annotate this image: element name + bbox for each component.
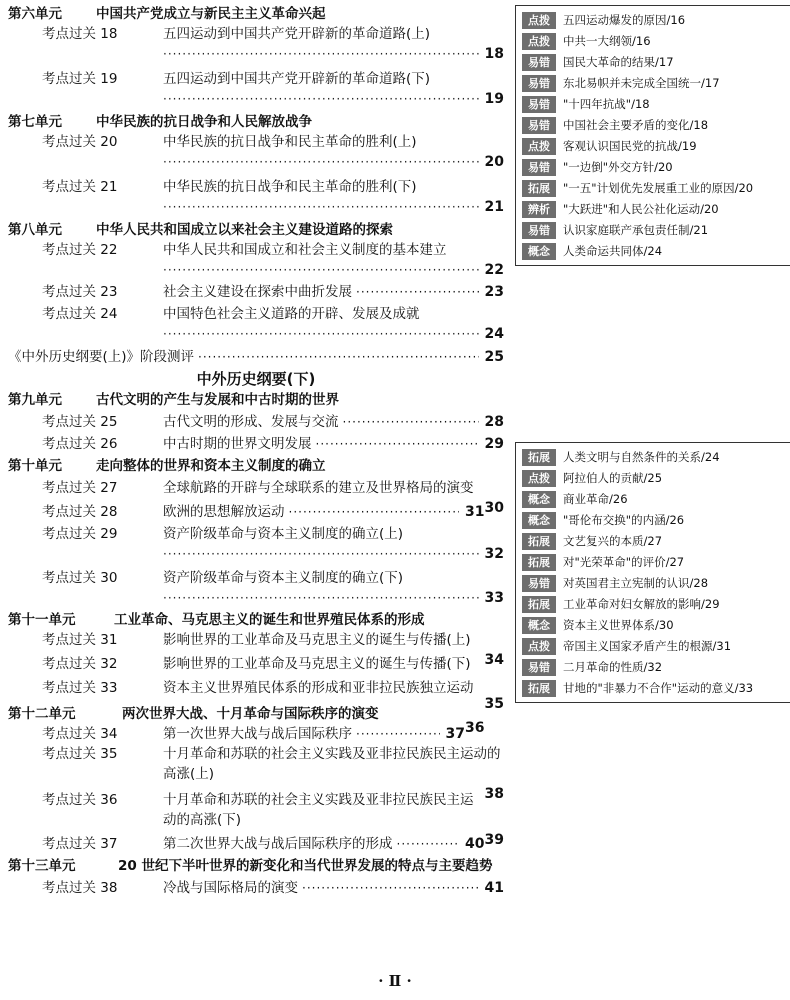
key-point-text: "一五"计划优先发展重工业的原因/20 bbox=[563, 181, 754, 195]
key-point-item bbox=[522, 679, 790, 698]
page-number: 41 bbox=[484, 880, 504, 896]
key-point-item bbox=[522, 74, 790, 93]
toc-entry-34[interactable]: 考点过关 34 第一次世界大战与战后国际秩序 ····· 37 bbox=[8, 724, 504, 744]
key-point-item bbox=[522, 448, 790, 467]
toc-entry-20[interactable]: 考点过关 20 中华民族的抗日战争和民主革命的胜利(上) ····· 20 bbox=[8, 132, 504, 172]
key-point-item bbox=[522, 658, 790, 677]
page-number: 36 bbox=[465, 720, 485, 736]
key-point-text: 人类命运共同体/24 bbox=[563, 244, 663, 258]
key-point-item bbox=[522, 200, 790, 219]
page-number: 40 bbox=[465, 836, 485, 852]
key-point-text: 认识家庭联产承包责任制/21 bbox=[563, 223, 709, 237]
key-point-item bbox=[522, 179, 790, 198]
page-number: 31 bbox=[465, 504, 485, 520]
page-number: 34 bbox=[484, 652, 504, 668]
unit-12-heading: 第十二单元 两次世界大战、十月革命与国际秩序的演变 bbox=[8, 706, 379, 722]
key-point-item bbox=[522, 242, 790, 261]
key-point-tag: 点拨 bbox=[522, 138, 556, 155]
unit-8-heading: 第八单元 中华人民共和国成立以来社会主义建设道路的探索 bbox=[8, 222, 393, 238]
key-point-tag: 易错 bbox=[522, 659, 556, 676]
page-number: 28 bbox=[484, 414, 504, 430]
page-number: 33 bbox=[484, 590, 504, 606]
key-point-text: 甘地的"非暴力不合作"运动的意义/33 bbox=[563, 681, 754, 695]
stage-test-entry[interactable]: 《中外历史纲要(上)》阶段测评 ····· 25 bbox=[8, 346, 504, 368]
toc-entry-28[interactable]: 考点过关 28 欧洲的思想解放运动 ····· 31 bbox=[8, 502, 504, 522]
key-point-tag: 易错 bbox=[522, 75, 556, 92]
page-number: 32 bbox=[484, 546, 504, 562]
key-point-item bbox=[522, 511, 790, 530]
toc-entry-29[interactable]: 考点过关 29 资产阶级革命与资本主义制度的确立(上) ····· 32 bbox=[8, 524, 504, 564]
key-point-tag: 拓展 bbox=[522, 680, 556, 697]
key-point-tag: 易错 bbox=[522, 222, 556, 239]
page-number: 18 bbox=[484, 46, 504, 62]
key-point-tag: 易错 bbox=[522, 54, 556, 71]
key-point-text: 客观认识国民党的抗战/19 bbox=[563, 139, 697, 153]
page-number: 29 bbox=[484, 436, 504, 452]
unit-11-heading: 第十一单元 工业革命、马克思主义的诞生和世界殖民体系的形成 bbox=[8, 612, 425, 628]
key-point-text: 对英国君主立宪制的认识/28 bbox=[563, 576, 709, 590]
key-point-text: 资本主义世界体系/30 bbox=[563, 618, 674, 632]
key-point-tag: 易错 bbox=[522, 117, 556, 134]
page-number: 24 bbox=[484, 326, 504, 342]
key-point-item bbox=[522, 53, 790, 72]
key-point-tag: 点拨 bbox=[522, 470, 556, 487]
key-point-text: 人类文明与自然条件的关系/24 bbox=[563, 450, 720, 464]
key-point-item bbox=[522, 553, 790, 572]
key-point-text: "一边倒"外交方针/20 bbox=[563, 160, 673, 174]
toc-entry-36[interactable]: 考点过关 36 十月革命和苏联的社会主义实践及亚非拉民族民主运动的高涨(下) 39 bbox=[42, 792, 504, 848]
key-point-text: 五四运动爆发的原因/16 bbox=[563, 13, 686, 27]
toc-entry-21[interactable]: 考点过关 21 中华民族的抗日战争和民主革命的胜利(下) ····· 21 bbox=[8, 177, 504, 217]
toc-entry-22[interactable]: 考点过关 22 中华人民共和国成立和社会主义制度的基本建立 ····· 22 bbox=[8, 240, 504, 280]
toc-entry-27[interactable]: 考点过关 27 全球航路的开辟与全球联系的建立及世界格局的演变 30 bbox=[42, 480, 504, 516]
key-point-text: 二月革命的性质/32 bbox=[563, 660, 663, 674]
toc-entry-31[interactable]: 考点过关 31 影响世界的工业革命及马克思主义的诞生与传播(上) 34 bbox=[42, 632, 504, 668]
key-point-tag: 易错 bbox=[522, 159, 556, 176]
unit-10-heading: 第十单元 走向整体的世界和资本主义制度的确立 bbox=[8, 458, 326, 474]
key-point-tag: 点拨 bbox=[522, 33, 556, 50]
toc-entry-33[interactable]: 考点过关 33 资本主义世界殖民体系的形成和亚非拉民族独立运动 36 bbox=[42, 680, 485, 736]
unit-13-heading: 第十三单元 20 世纪下半叶世界的新变化和当代世界发展的特点与主要趋势 bbox=[8, 858, 493, 874]
key-point-tag: 概念 bbox=[522, 617, 556, 634]
key-point-tag: 概念 bbox=[522, 243, 556, 260]
toc-entry-30[interactable]: 考点过关 30 资产阶级革命与资本主义制度的确立(下) ····· 33 bbox=[8, 568, 504, 608]
page-number: 23 bbox=[484, 284, 504, 300]
key-point-item bbox=[522, 469, 790, 488]
key-point-text: 国民大革命的结果/17 bbox=[563, 55, 674, 69]
key-point-item bbox=[522, 11, 790, 30]
toc-entry-38[interactable]: 考点过关 38 冷战与国际格局的演变 ····· 41 bbox=[8, 878, 504, 898]
key-point-item bbox=[522, 95, 790, 114]
toc-entry-26[interactable]: 考点过关 26 中古时期的世界文明发展 ····· 29 bbox=[8, 434, 504, 454]
key-point-item bbox=[522, 616, 790, 635]
key-point-tag: 易错 bbox=[522, 96, 556, 113]
key-point-item bbox=[522, 490, 790, 509]
toc-entry-25[interactable]: 考点过关 25 古代文明的形成、发展与交流 ····· 28 bbox=[8, 412, 504, 432]
part-title: 中外历史纲要(下) bbox=[196, 370, 316, 388]
key-point-text: "大跃进"和人民公社化运动/20 bbox=[563, 202, 719, 216]
key-point-text: 中共一大纲领/16 bbox=[563, 34, 651, 48]
toc-entry-23[interactable]: 考点过关 23 社会主义建设在探索中曲折发展 ····· 23 bbox=[8, 282, 504, 302]
page-number: 35 bbox=[484, 696, 504, 712]
key-point-item bbox=[522, 595, 790, 614]
key-point-tag: 拓展 bbox=[522, 596, 556, 613]
key-point-item bbox=[522, 116, 790, 135]
key-points-box-lower bbox=[515, 442, 790, 703]
page-number: 38 bbox=[484, 786, 504, 802]
key-point-item bbox=[522, 137, 790, 156]
page-number: 21 bbox=[484, 199, 504, 215]
page-number: 37 bbox=[445, 726, 466, 742]
page-footer: · Ⅱ · bbox=[378, 972, 412, 990]
key-point-item bbox=[522, 32, 790, 51]
key-point-tag: 点拨 bbox=[522, 12, 556, 29]
key-point-tag: 点拨 bbox=[522, 638, 556, 655]
key-point-text: 东北易帜并未完成全国统一/17 bbox=[563, 76, 720, 90]
key-point-tag: 易错 bbox=[522, 575, 556, 592]
key-points-box-upper bbox=[515, 5, 790, 266]
key-point-tag: 概念 bbox=[522, 512, 556, 529]
toc-entry-19[interactable]: 考点过关 19 五四运动到中国共产党开辟新的革命道路(下) ····· 19 bbox=[8, 69, 504, 109]
key-point-text: 工业革命对妇女解放的影响/29 bbox=[563, 597, 720, 611]
toc-entry-24[interactable]: 考点过关 24 中国特色社会主义道路的开辟、发展及成就 ····· 24 bbox=[8, 304, 504, 344]
unit-7-heading: 第七单元 中华民族的抗日战争和人民解放战争 bbox=[8, 114, 312, 130]
key-point-text: 对"光荣革命"的评价/27 bbox=[563, 555, 685, 569]
key-point-text: "十四年抗战"/18 bbox=[563, 97, 650, 111]
page-number: 30 bbox=[484, 500, 504, 516]
page-number: 39 bbox=[484, 832, 504, 848]
key-point-text: 商业革命/26 bbox=[563, 492, 628, 506]
key-point-item bbox=[522, 158, 790, 177]
toc-entry-18[interactable]: 考点过关 18 五四运动到中国共产党开辟新的革命道路(上) ····· 18 bbox=[8, 24, 504, 64]
key-point-item bbox=[522, 221, 790, 240]
key-point-item bbox=[522, 532, 790, 551]
unit-6-heading: 第六单元 中国共产党成立与新民主主义革命兴起 bbox=[8, 6, 326, 22]
key-point-text: 阿拉伯人的贡献/25 bbox=[563, 471, 663, 485]
key-point-text: 帝国主义国家矛盾产生的根源/31 bbox=[563, 639, 732, 653]
toc-entry-37[interactable]: 考点过关 37 第二次世界大战与战后国际秩序的形成 ····· 40 bbox=[8, 834, 504, 854]
key-point-item bbox=[522, 574, 790, 593]
key-point-tag: 概念 bbox=[522, 491, 556, 508]
key-point-tag: 拓展 bbox=[522, 449, 556, 466]
unit-9-heading: 第九单元 古代文明的产生与发展和中古时期的世界 bbox=[8, 392, 339, 408]
key-point-tag: 拓展 bbox=[522, 554, 556, 571]
key-point-text: "哥伦布交换"的内涵/26 bbox=[563, 513, 685, 527]
key-point-text: 中国社会主要矛盾的变化/18 bbox=[563, 118, 709, 132]
key-point-tag: 拓展 bbox=[522, 533, 556, 550]
page-number: 19 bbox=[484, 91, 504, 107]
toc-entry-35[interactable]: 考点过关 35 十月革命和苏联的社会主义实践及亚非拉民族民主运动的高涨(上) 38 bbox=[42, 746, 504, 802]
toc-entry-32[interactable]: 考点过关 32 影响世界的工业革命及马克思主义的诞生与传播(下) 35 bbox=[42, 656, 504, 712]
key-point-tag: 拓展 bbox=[522, 180, 556, 197]
page-number: 25 bbox=[484, 349, 504, 365]
key-point-text: 文艺复兴的本质/27 bbox=[563, 534, 663, 548]
key-point-tag: 辨析 bbox=[522, 201, 556, 218]
page-number: 22 bbox=[484, 262, 504, 278]
page-number: 20 bbox=[484, 154, 504, 170]
toc-column bbox=[8, 4, 504, 898]
key-point-item bbox=[522, 637, 790, 656]
